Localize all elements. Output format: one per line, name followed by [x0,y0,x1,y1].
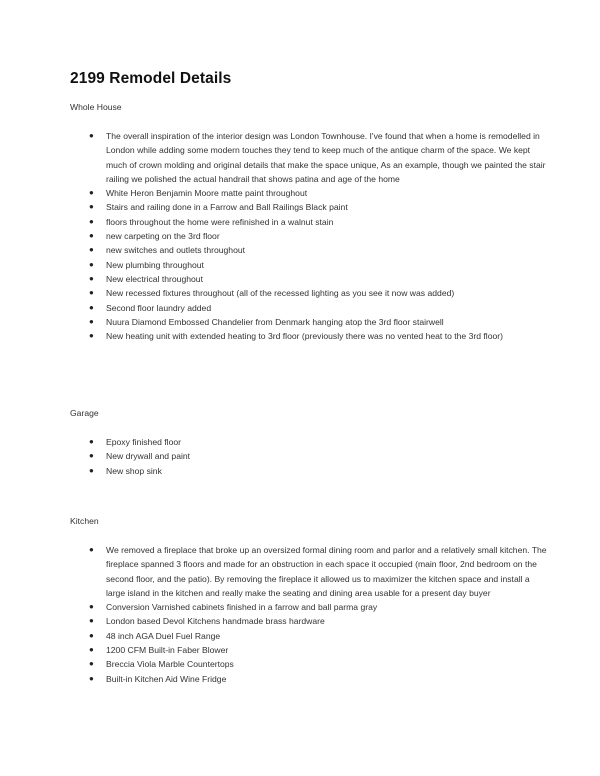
bullet-icon: ● [89,545,94,554]
bullet-icon: ● [89,616,94,626]
list-item-text: New plumbing throughout [106,259,204,270]
bullet-icon: ● [89,231,94,241]
bullet-icon: ● [89,259,94,269]
list-item [89,643,549,657]
list-item-text: Conversion Varnished cabinets finished in a farrow and ball parma gray [106,602,378,613]
whole-house-list [89,129,549,343]
list-item [89,200,549,214]
garage-list [89,435,549,478]
list-item-text: London based Devol Kitchens handmade brass hardware [106,616,325,627]
list-item-text: Nuura Diamond Embossed Chandelier from Denmark hanging atop the 3rd floor stairwell [106,316,444,327]
bullet-icon: ● [89,202,94,212]
list-item [89,215,549,229]
list-item [89,600,549,614]
page-title: 2199 Remodel Details [70,70,232,87]
list-item [89,464,549,478]
list-item-text: Built-in Kitchen Aid Wine Fridge [106,673,227,684]
bullet-icon: ● [89,437,94,446]
section-heading-garage: Garage [70,408,99,418]
list-item [89,449,549,463]
bullet-icon: ● [89,302,94,312]
list-item-text: New drywall and paint [106,451,191,462]
bullet-icon: ● [89,645,94,655]
section-heading-kitchen: Kitchen [70,516,99,526]
bullet-icon: ● [89,316,94,326]
list-item-text: New recessed fixtures throughout (all of the recessed lighting as you see it now was added) [106,288,455,299]
list-item-text: 1200 CFM Built-in Faber Blower [106,645,229,656]
list-item-text: New electrical throughout [106,273,203,284]
bullet-icon: ● [89,451,94,461]
bullet-icon: ● [89,216,94,226]
list-item [89,629,549,643]
list-item [89,272,549,286]
list-item [89,258,549,272]
bullet-icon: ● [89,659,94,669]
list-item-text: White Heron Benjamin Moore matte paint throughout [106,188,308,199]
list-item-text: Second floor laundry added [106,302,212,313]
list-item [89,614,549,628]
bullet-icon: ● [89,273,94,283]
list-item-text: 48 inch AGA Duel Fuel Range [106,630,221,641]
list-item-text: Epoxy finished floor [106,437,181,447]
list-item [89,243,549,257]
list-item-text: floors throughout the home were refinished in a walnut stain [106,216,334,227]
kitchen-list [89,543,549,686]
list-item [89,229,549,243]
list-item [89,329,549,343]
bullet-icon: ● [89,673,94,683]
list-item [89,315,549,329]
bullet-icon: ● [89,188,94,198]
bullet-icon: ● [89,131,94,140]
list-item-text: Stairs and railing done in a Farrow and Ball Railings Black paint [106,202,348,213]
list-item-text: New heating unit with extended heating to 3rd floor (previously there was no vented heat to the 3rd floor) [106,331,503,342]
list-item [89,657,549,671]
bullet-icon: ● [89,465,94,475]
list-item [89,301,549,315]
section-heading-whole-house: Whole House [70,102,122,112]
list-item-text: new switches and outlets throughout [106,245,246,256]
list-item [89,186,549,200]
list-item [89,543,549,600]
bullet-icon: ● [89,630,94,640]
list-item [89,129,549,186]
bullet-icon: ● [89,602,94,612]
list-item [89,435,549,449]
list-item-text: Breccia Viola Marble Countertops [106,659,234,670]
list-item [89,672,549,686]
list-item-text: New shop sink [106,465,162,476]
list-item [89,286,549,300]
list-item-text: We removed a fireplace that broke up an oversized formal dining room and parlor and a relatively small kitchen. The fireplace spanned 3 floors and made for an obstruction in each space it occupied (main floor, 2nd bedroom on the second floor, and the patio). By removing the fireplace it allowed us to maximizer the kitchen space and install a large island in the kitchen and really make the seating and dining area usable for a present day buyer [106,545,547,598]
list-item-text: The overall inspiration of the interior design was London Townhouse. I've found that when a home is remodelled in London while adding some modern touches they tend to keep much of the antique charm of the space. We kept much of crown molding and original details that make the space unique, As an example, though we painted the stair railing we polished the actual handrail that shows patina and age of the home [106,131,546,184]
bullet-icon: ● [89,288,94,298]
bullet-icon: ● [89,331,94,341]
list-item-text: new carpeting on the 3rd floor [106,231,220,242]
bullet-icon: ● [89,245,94,255]
